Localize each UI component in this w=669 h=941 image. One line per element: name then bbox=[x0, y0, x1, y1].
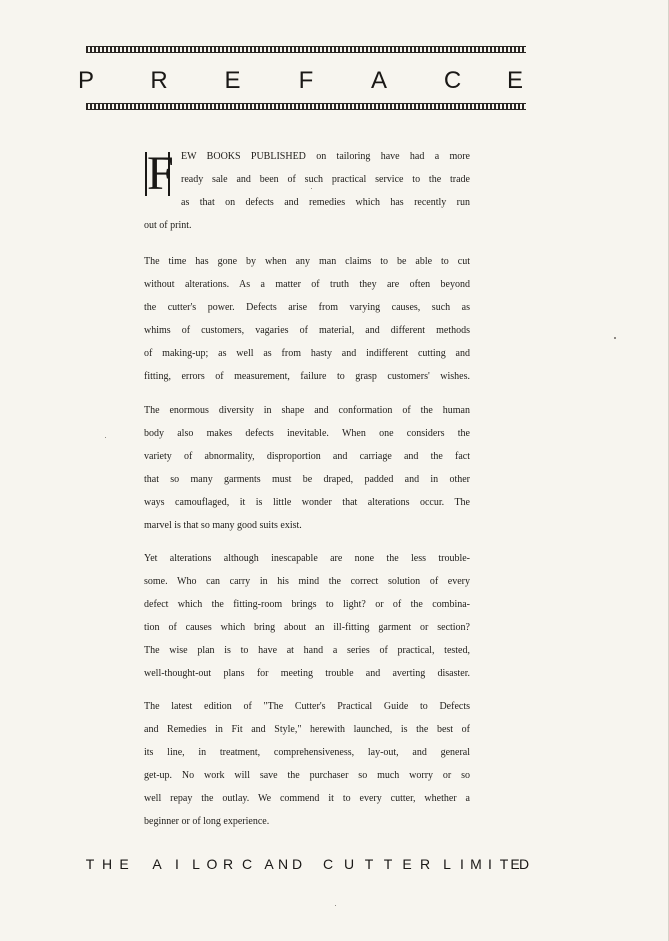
paper-speck bbox=[311, 188, 312, 189]
body-line: its line, in treatment, comprehensiveness, lay-out, and general bbox=[144, 747, 470, 758]
body-line: The latest edition of "The Cutter's Practical Guide to Defects bbox=[144, 701, 470, 712]
body-line: beginner or of long experience. bbox=[144, 816, 270, 827]
body-line: well-thought-out plans for meeting trouble and averting disaster. bbox=[144, 668, 470, 679]
publisher-letter: O bbox=[206, 856, 218, 872]
publisher-letter: T bbox=[499, 856, 509, 872]
body-line: The time has gone by when any man claims to be able to cut bbox=[144, 256, 470, 267]
body-line: some. Who can carry in his mind the correct solution of every bbox=[144, 576, 470, 587]
body-line: variety of abnormality, disproportion and carriage and the fact bbox=[144, 451, 470, 462]
preface-heading bbox=[77, 66, 526, 96]
body-line: as that on defects and remedies which has recently run bbox=[181, 197, 470, 208]
body-line: well repay the outlay. We commend it to every cutter, whether a bbox=[144, 793, 470, 804]
publisher-letter: I bbox=[488, 856, 492, 872]
publisher-letter: T bbox=[364, 856, 374, 872]
drop-cap: F bbox=[147, 147, 174, 200]
publisher-letter: E bbox=[119, 856, 129, 872]
publisher-letter: N bbox=[277, 856, 289, 872]
heading-letter: C bbox=[443, 67, 462, 94]
publisher-letter: T bbox=[85, 856, 95, 872]
body-line: ready sale and been of such practical service to the trade bbox=[181, 174, 470, 185]
publisher-imprint bbox=[85, 855, 530, 873]
publisher-letter: A bbox=[152, 856, 162, 872]
heading-letter: A bbox=[371, 67, 388, 94]
publisher-letter: E bbox=[510, 856, 520, 872]
heading-letter: P bbox=[77, 67, 94, 94]
body-line: The enormous diversity in shape and conformation of the human bbox=[144, 405, 470, 416]
body-line: that so many garments must be draped, padded and in other bbox=[144, 474, 470, 485]
publisher-letter: C bbox=[322, 856, 334, 872]
body-line: and Remedies in Fit and Style," herewith launched, is the best of bbox=[144, 724, 470, 735]
publisher-letter: C bbox=[241, 856, 253, 872]
heading-letter: R bbox=[150, 67, 168, 94]
heading-letter: E bbox=[506, 67, 523, 94]
publisher-letter: L bbox=[443, 856, 451, 872]
publisher-letter: D bbox=[291, 856, 303, 872]
body-line: ways camouflaged, it is little wonder that alterations occur. The bbox=[144, 497, 470, 508]
body-line: fitting, errors of measurement, failure to grasp customers' wishes. bbox=[144, 371, 470, 382]
heading-letter: E bbox=[224, 67, 241, 94]
heading-letter: F bbox=[298, 67, 314, 94]
paper-speck bbox=[105, 437, 106, 438]
publisher-letter: A bbox=[264, 856, 274, 872]
body-line: Yet alterations although inescapable are none the less trouble- bbox=[144, 553, 470, 564]
paper-speck bbox=[614, 337, 616, 339]
publisher-letter: R bbox=[419, 856, 431, 872]
bottom-ornamental-rule bbox=[86, 103, 526, 110]
publisher-letter: M bbox=[470, 856, 482, 872]
body-line: the cutter's power. Defects arise from varying causes, such as bbox=[144, 302, 470, 313]
publisher-letter: L bbox=[192, 856, 200, 872]
publisher-letter: I bbox=[460, 856, 464, 872]
publisher-letter: R bbox=[222, 856, 234, 872]
paper-speck bbox=[335, 905, 336, 906]
body-line: of making-up; as well as from hasty and indifferent cutting and bbox=[144, 348, 470, 359]
publisher-letter: E bbox=[402, 856, 412, 872]
body-line: without alterations. As a matter of truth they are often beyond bbox=[144, 279, 470, 290]
body-line: EW BOOKS PUBLISHED on tailoring have had a more bbox=[181, 151, 470, 162]
publisher-letter: T bbox=[383, 856, 393, 872]
body-line: tion of causes which bring about an ill-fitting garment or section? bbox=[144, 622, 470, 633]
top-ornamental-rule bbox=[86, 46, 526, 53]
body-line: out of print. bbox=[144, 220, 192, 231]
body-line: get-up. No work will save the purchaser so much worry or so bbox=[144, 770, 470, 781]
publisher-letter: I bbox=[175, 856, 179, 872]
body-line: body also makes defects inevitable. When one considers the bbox=[144, 428, 470, 439]
body-line: marvel is that so many good suits exist. bbox=[144, 520, 302, 531]
publisher-letter: D bbox=[518, 856, 530, 872]
body-line: defect which the fitting-room brings to light? or of the combina- bbox=[144, 599, 470, 610]
publisher-letter: H bbox=[101, 856, 113, 872]
body-line: The wise plan is to have at hand a series of practical, tested, bbox=[144, 645, 470, 656]
body-line: whims of customers, vagaries of material, and different methods bbox=[144, 325, 470, 336]
publisher-letter: U bbox=[343, 856, 355, 872]
